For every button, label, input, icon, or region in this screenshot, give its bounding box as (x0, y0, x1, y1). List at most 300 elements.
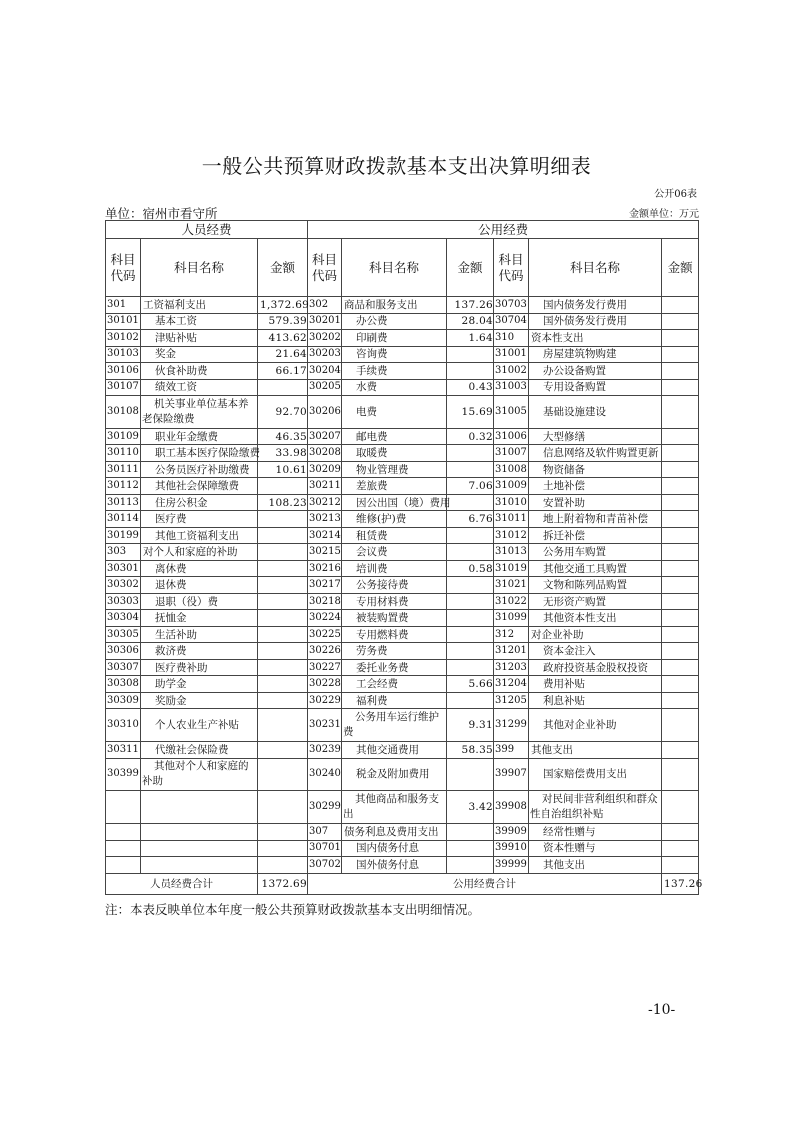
amount (662, 560, 699, 577)
amount: 15.69 (447, 396, 494, 429)
subject-name: 公务接待费 (342, 577, 447, 594)
table-row (106, 676, 699, 693)
subject-name: 因公出国（境）费用 (342, 494, 447, 511)
amount: 1.64 (447, 330, 494, 347)
subject-code: 307 (308, 824, 342, 841)
subject-name: 电费 (342, 396, 447, 429)
subject-code: 31019 (494, 560, 529, 577)
subject-code: 31009 (494, 478, 529, 495)
amount: 92.70 (258, 396, 308, 429)
subject-name: 咨询费 (342, 346, 447, 363)
table-row (106, 494, 699, 511)
subject-code: 39999 (494, 857, 529, 874)
subject-code: 31021 (494, 577, 529, 594)
amount (662, 824, 699, 841)
subject-code: 30303 (106, 593, 141, 610)
subject-code: 30703 (494, 297, 529, 314)
table-row (106, 742, 699, 759)
subject-name: 房屋建筑物购建 (529, 346, 662, 363)
subject-name: 代缴社会保险费 (141, 742, 258, 759)
subject-code: 31006 (494, 428, 529, 445)
amount (662, 840, 699, 857)
subject-code: 30204 (308, 363, 342, 380)
subject-code: 30218 (308, 593, 342, 610)
page-number: -10- (648, 1002, 676, 1018)
subject-name (141, 857, 258, 874)
subject-code: 30213 (308, 511, 342, 528)
amount (447, 577, 494, 594)
subject-name: 对民间非营利组织和群众性自治组织补贴 (529, 791, 662, 824)
amount (447, 346, 494, 363)
amount: 21.64 (258, 346, 308, 363)
subject-code: 30113 (106, 494, 141, 511)
subject-name: 公务员医疗补助缴费 (141, 461, 258, 478)
amount (662, 494, 699, 511)
subject-code: 310 (494, 330, 529, 347)
amount (258, 610, 308, 627)
subject-name: 职工基本医疗保险缴费 (141, 445, 258, 462)
expenditure-table (105, 220, 703, 895)
amount (258, 824, 308, 841)
subject-name: 机关事业单位基本养老保险缴费 (141, 396, 258, 429)
table-row (106, 346, 699, 363)
amount: 33.98 (258, 445, 308, 462)
amount (447, 461, 494, 478)
amount (258, 379, 308, 396)
subject-code: 31002 (494, 363, 529, 380)
subject-name: 工会经费 (342, 676, 447, 693)
subject-code: 30205 (308, 379, 342, 396)
amount (447, 824, 494, 841)
subject-name: 取暖费 (342, 445, 447, 462)
amount (662, 742, 699, 759)
table-row (106, 577, 699, 594)
subject-code: 303 (106, 544, 141, 561)
subject-name: 土地补偿 (529, 478, 662, 495)
amount (258, 840, 308, 857)
subject-code: 302 (308, 297, 342, 314)
subject-code: 31205 (494, 692, 529, 709)
col-name-header: 科目名称 (141, 239, 258, 297)
subject-name: 对企业补助 (529, 626, 662, 643)
amount: 7.06 (447, 478, 494, 495)
col-code-header: 科目代码 (106, 239, 141, 297)
personnel-total: 1372.69 (258, 873, 308, 894)
subject-code: 30202 (308, 330, 342, 347)
subject-name (141, 824, 258, 841)
table-row (106, 379, 699, 396)
amount (662, 297, 699, 314)
subject-code: 30209 (308, 461, 342, 478)
subject-code: 31011 (494, 511, 529, 528)
subject-code: 399 (494, 742, 529, 759)
subject-code (106, 857, 141, 874)
subject-name: 津贴补贴 (141, 330, 258, 347)
subject-code: 31022 (494, 593, 529, 610)
amount (447, 758, 494, 791)
subject-code: 30399 (106, 758, 141, 791)
col-amount-header: 金额 (662, 239, 699, 297)
amount (662, 478, 699, 495)
subject-name: 公务用车运行维护费 (342, 709, 447, 742)
amount (447, 527, 494, 544)
amount (258, 742, 308, 759)
subject-name: 医疗费补助 (141, 659, 258, 676)
subject-name: 安置补助 (529, 494, 662, 511)
amount (258, 692, 308, 709)
subject-code: 30102 (106, 330, 141, 347)
subject-name: 绩效工资 (141, 379, 258, 396)
amount (662, 593, 699, 610)
public-total-label: 公用经费合计 (308, 873, 662, 894)
subject-name: 其他社会保障缴费 (141, 478, 258, 495)
amount (258, 511, 308, 528)
subject-name: 对个人和家庭的补助 (141, 544, 258, 561)
subject-name: 奖励金 (141, 692, 258, 709)
subject-name: 国内债务发行费用 (529, 297, 662, 314)
amount (258, 626, 308, 643)
unit-name: 单位：宿州市看守所 (105, 206, 218, 221)
subject-code: 30701 (308, 840, 342, 857)
subject-name: 水费 (342, 379, 447, 396)
subject-code: 30226 (308, 643, 342, 660)
subject-code: 30215 (308, 544, 342, 561)
subject-name: 其他支出 (529, 742, 662, 759)
subject-code: 30306 (106, 643, 141, 660)
subject-name: 离休费 (141, 560, 258, 577)
amount (662, 346, 699, 363)
subject-name: 政府投资基金股权投资 (529, 659, 662, 676)
subject-code: 30203 (308, 346, 342, 363)
subject-name: 工资福利支出 (141, 297, 258, 314)
subject-name: 利息补贴 (529, 692, 662, 709)
amount: 413.62 (258, 330, 308, 347)
amount (662, 527, 699, 544)
subject-code: 30229 (308, 692, 342, 709)
table-row (106, 593, 699, 610)
subject-code: 30307 (106, 659, 141, 676)
subject-code: 30299 (308, 791, 342, 824)
subject-name: 其他交通费用 (342, 742, 447, 759)
subject-name: 其他对个人和家庭的补助 (141, 758, 258, 791)
amount (447, 494, 494, 511)
subject-code: 30207 (308, 428, 342, 445)
table-row (106, 396, 699, 429)
subject-code: 31299 (494, 709, 529, 742)
subject-code: 31201 (494, 643, 529, 660)
amount: 0.32 (447, 428, 494, 445)
amount (258, 758, 308, 791)
subject-code: 30201 (308, 313, 342, 330)
amount (662, 791, 699, 824)
footnote: 注：本表反映单位本年度一般公共预算财政拨款基本支出明细情况。 (105, 902, 481, 917)
amount: 46.35 (258, 428, 308, 445)
subject-name: 债务利息及费用支出 (342, 824, 447, 841)
amount: 58.35 (447, 742, 494, 759)
subject-name: 资本性赠与 (529, 840, 662, 857)
amount (662, 709, 699, 742)
amount (447, 544, 494, 561)
subject-name: 其他资本性支出 (529, 610, 662, 627)
subject-name: 退职（役）费 (141, 593, 258, 610)
amount (447, 643, 494, 660)
subject-name: 经常性赠与 (529, 824, 662, 841)
subject-name: 住房公积金 (141, 494, 258, 511)
subject-code: 30109 (106, 428, 141, 445)
amount: 28.04 (447, 313, 494, 330)
subject-code: 30111 (106, 461, 141, 478)
amount (662, 758, 699, 791)
subject-name: 办公设备购置 (529, 363, 662, 380)
subject-code: 30110 (106, 445, 141, 462)
amount (258, 676, 308, 693)
amount (258, 593, 308, 610)
amount (662, 445, 699, 462)
subject-name: 维修(护)费 (342, 511, 447, 528)
subject-code: 30311 (106, 742, 141, 759)
subject-code: 31001 (494, 346, 529, 363)
table-row (106, 857, 699, 874)
subject-name: 伙食补助费 (141, 363, 258, 380)
amount: 6.76 (447, 511, 494, 528)
subject-code: 312 (494, 626, 529, 643)
subject-code: 39908 (494, 791, 529, 824)
amount (662, 676, 699, 693)
amount: 1,372.69 (258, 297, 308, 314)
subject-name: 国外债务发行费用 (529, 313, 662, 330)
table-row (106, 659, 699, 676)
subject-name: 大型修缮 (529, 428, 662, 445)
amount (258, 857, 308, 874)
subject-name: 国家赔偿费用支出 (529, 758, 662, 791)
subject-name: 国外债务付息 (342, 857, 447, 874)
table-row (106, 313, 699, 330)
table-row (106, 478, 699, 495)
table-row (106, 297, 699, 314)
subject-name: 税金及附加费用 (342, 758, 447, 791)
amount (258, 527, 308, 544)
amount-unit: 金额单位：万元 (629, 209, 699, 220)
amount (662, 626, 699, 643)
col-amount-header: 金额 (447, 239, 494, 297)
table-row (106, 791, 699, 824)
amount (447, 363, 494, 380)
subject-code: 30211 (308, 478, 342, 495)
amount (662, 379, 699, 396)
amount (258, 560, 308, 577)
subject-code: 30304 (106, 610, 141, 627)
amount: 3.42 (447, 791, 494, 824)
table-row (106, 610, 699, 627)
table-row (106, 824, 699, 841)
subject-code: 31099 (494, 610, 529, 627)
subject-name: 拆迁补偿 (529, 527, 662, 544)
subject-name: 费用补贴 (529, 676, 662, 693)
subject-code: 30239 (308, 742, 342, 759)
amount (662, 330, 699, 347)
amount: 0.58 (447, 560, 494, 577)
subject-code: 30240 (308, 758, 342, 791)
subject-name: 专用燃料费 (342, 626, 447, 643)
amount: 9.31 (447, 709, 494, 742)
subject-code: 31007 (494, 445, 529, 462)
subject-name: 地上附着物和青苗补偿 (529, 511, 662, 528)
subject-name: 救济费 (141, 643, 258, 660)
subject-name: 职业年金缴费 (141, 428, 258, 445)
subject-name (141, 791, 258, 824)
subject-code: 30227 (308, 659, 342, 676)
subject-name: 其他商品和服务支出 (342, 791, 447, 824)
table-row (106, 709, 699, 742)
subject-code: 30108 (106, 396, 141, 429)
table-row (106, 560, 699, 577)
amount (662, 461, 699, 478)
amount (447, 610, 494, 627)
subject-code: 31005 (494, 396, 529, 429)
subject-name: 其他工资福利支出 (141, 527, 258, 544)
subject-name: 资本金注入 (529, 643, 662, 660)
subject-code: 30216 (308, 560, 342, 577)
subject-code: 30217 (308, 577, 342, 594)
subject-name: 手续费 (342, 363, 447, 380)
subject-name: 其他对企业补助 (529, 709, 662, 742)
subject-name: 医疗费 (141, 511, 258, 528)
amount (662, 511, 699, 528)
amount: 579.39 (258, 313, 308, 330)
subject-code: 31012 (494, 527, 529, 544)
table-row (106, 445, 699, 462)
amount: 66.17 (258, 363, 308, 380)
subject-code: 30305 (106, 626, 141, 643)
subject-name (141, 840, 258, 857)
subject-name: 基础设施建设 (529, 396, 662, 429)
subject-code: 30224 (308, 610, 342, 627)
subject-code: 30112 (106, 478, 141, 495)
amount (258, 544, 308, 561)
subject-name: 劳务费 (342, 643, 447, 660)
table-row (106, 428, 699, 445)
amount (447, 840, 494, 857)
subject-code: 31008 (494, 461, 529, 478)
subject-name: 其他交通工具购置 (529, 560, 662, 577)
page-title: 一般公共预算财政拨款基本支出决算明细表 (201, 154, 592, 178)
subject-name: 办公费 (342, 313, 447, 330)
subject-name: 商品和服务支出 (342, 297, 447, 314)
table-row (106, 758, 699, 791)
subject-name: 基本工资 (141, 313, 258, 330)
subject-name: 无形资产购置 (529, 593, 662, 610)
subject-code: 30106 (106, 363, 141, 380)
subject-name: 物业管理费 (342, 461, 447, 478)
subject-code: 30206 (308, 396, 342, 429)
amount (258, 577, 308, 594)
personnel-total-label: 人员经费合计 (106, 873, 258, 894)
table-row (106, 527, 699, 544)
subject-code: 31010 (494, 494, 529, 511)
subject-code: 31013 (494, 544, 529, 561)
amount (662, 396, 699, 429)
public-header: 公用经费 (308, 221, 699, 239)
col-code-header: 科目代码 (308, 239, 342, 297)
subject-code: 39907 (494, 758, 529, 791)
amount (662, 857, 699, 874)
subject-code: 39909 (494, 824, 529, 841)
subject-name: 邮电费 (342, 428, 447, 445)
subject-name: 退休费 (141, 577, 258, 594)
subject-name: 福利费 (342, 692, 447, 709)
amount (662, 643, 699, 660)
subject-name: 差旅费 (342, 478, 447, 495)
subject-code: 31003 (494, 379, 529, 396)
col-name-header: 科目名称 (342, 239, 447, 297)
subject-name: 信息网络及软件购置更新 (529, 445, 662, 462)
amount (258, 659, 308, 676)
table-row (106, 511, 699, 528)
subject-code (106, 824, 141, 841)
amount (258, 643, 308, 660)
subject-code: 30228 (308, 676, 342, 693)
amount (662, 313, 699, 330)
subject-code: 301 (106, 297, 141, 314)
col-amount-header: 金额 (258, 239, 308, 297)
subject-code: 30309 (106, 692, 141, 709)
subject-code: 30101 (106, 313, 141, 330)
subject-name: 会议费 (342, 544, 447, 561)
subject-code: 30301 (106, 560, 141, 577)
subject-name: 文物和陈列品购置 (529, 577, 662, 594)
amount (662, 577, 699, 594)
subject-code (106, 791, 141, 824)
personnel-header: 人员经费 (106, 221, 308, 239)
amount (662, 544, 699, 561)
subject-code (106, 840, 141, 857)
form-number: 公开06表 (654, 189, 697, 200)
amount (258, 791, 308, 824)
subject-name: 印刷费 (342, 330, 447, 347)
table-row (106, 461, 699, 478)
subject-name: 个人农业生产补贴 (141, 709, 258, 742)
amount: 5.66 (447, 676, 494, 693)
subject-name: 助学金 (141, 676, 258, 693)
subject-name: 培训费 (342, 560, 447, 577)
table-row (106, 330, 699, 347)
amount (447, 626, 494, 643)
amount (662, 610, 699, 627)
amount: 108.23 (258, 494, 308, 511)
subject-name: 租赁费 (342, 527, 447, 544)
subject-code: 31203 (494, 659, 529, 676)
amount (662, 363, 699, 380)
subject-name: 专用材料费 (342, 593, 447, 610)
subject-code: 30199 (106, 527, 141, 544)
amount (447, 692, 494, 709)
col-name-header: 科目名称 (529, 239, 662, 297)
subject-name: 物资储备 (529, 461, 662, 478)
subject-code: 30208 (308, 445, 342, 462)
subject-name: 抚恤金 (141, 610, 258, 627)
table-row (106, 544, 699, 561)
subject-code: 30225 (308, 626, 342, 643)
table-row (106, 363, 699, 380)
subject-code: 30114 (106, 511, 141, 528)
subject-code: 30107 (106, 379, 141, 396)
subject-name: 其他支出 (529, 857, 662, 874)
subject-code: 30308 (106, 676, 141, 693)
subject-name: 国内债务付息 (342, 840, 447, 857)
amount (258, 478, 308, 495)
amount (258, 709, 308, 742)
subject-code: 30302 (106, 577, 141, 594)
